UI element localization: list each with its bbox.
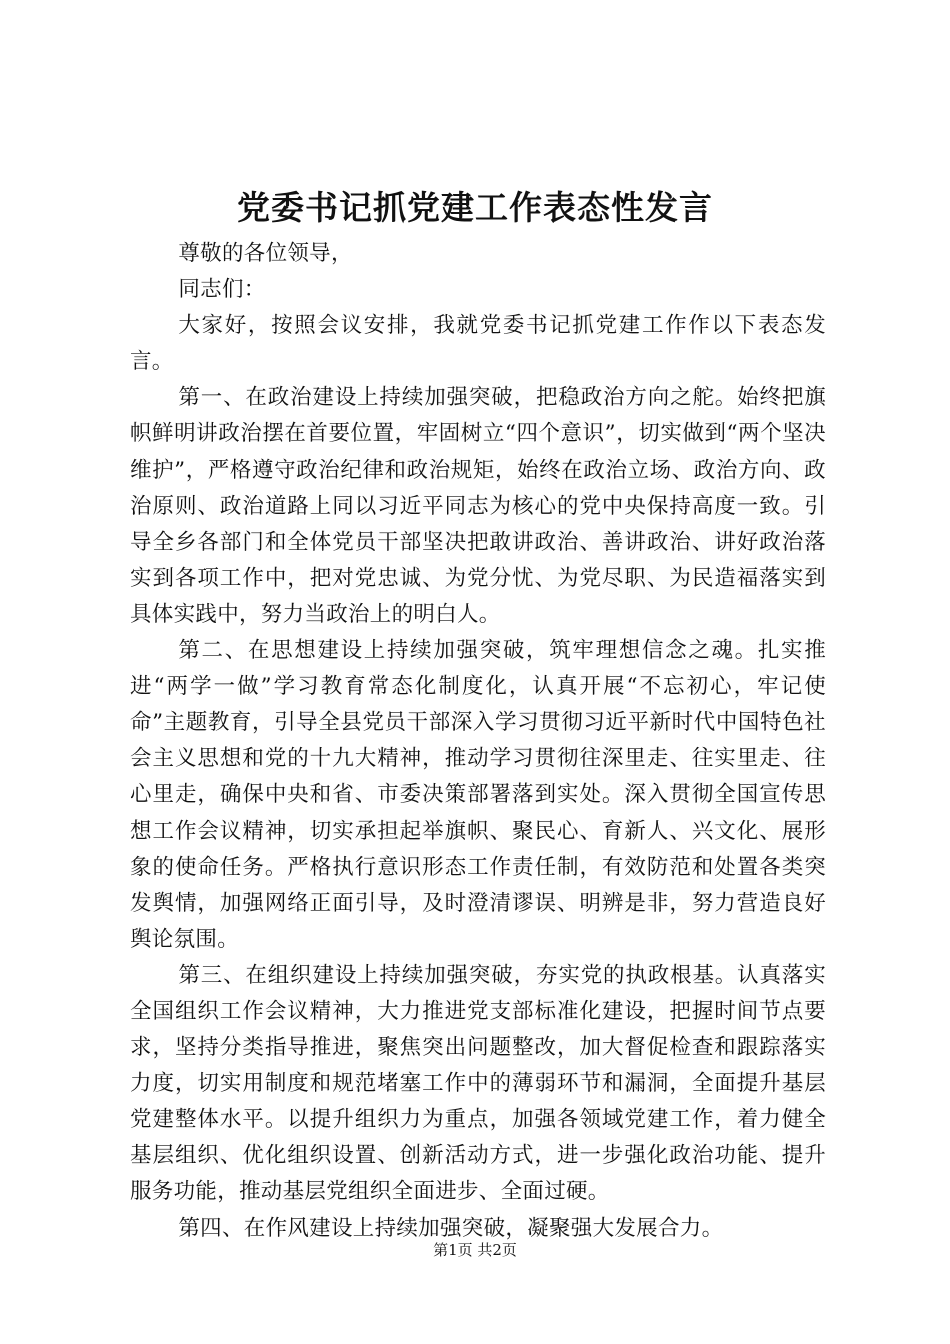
body-paragraph: 第三、在组织建设上持续加强突破，夯实党的执政根基。认真落实全国组织工作会议精神，大力推进党支部标准化建设，把握时间节点要求，坚持分类指导推进，聚焦突出问题整改，加大督促检查和跟踪落实力度，切实用制度和规范堵塞工作中的薄弱环节和漏洞，全面提升基层党建整体水平。以提升组织力为重点，加强各领域党建工作，着力健全基层组织、优化组织设置、创新活动方式，进一步强化政治功能、提升服务功能，推动基层党组织全面进步、全面过硬。 xyxy=(130,962,826,1205)
body-paragraph: 第一、在政治建设上持续加强突破，把稳政治方向之舵。始终把旗帜鲜明讲政治摆在首要位置，牢固树立“四个意识”，切实做到“两个坚决维护”，严格遵守政治纪律和政治规矩，始终在政治立场、政治方向、政治原则、政治道路上同以习近平同志为核心的党中央保持高度一致。引导全乡各部门和全体党员干部坚决把敢讲政治、善讲政治、讲好政治落实到各项工作中，把对党忠诚、为党分忧、为党尽职、为民造福落实到具体实践中，努力当政治上的明白人。 xyxy=(130,385,826,627)
salutation: 尊敬的各位领导， xyxy=(178,241,353,266)
document-body xyxy=(130,236,826,1247)
page-number-footer: 第1页 共2页 xyxy=(433,1241,517,1259)
salutation: 同志们： xyxy=(178,277,266,303)
body-paragraph: 第二、在思想建设上持续加强突破，筑牢理想信念之魂。扎实推进“两学一做”学习教育常态化制度化，认真开展“不忘初心，牢记使命”主题教育，引导全县党员干部深入学习贯彻习近平新时代中国特色社会主义思想和党的十九大精神，推动学习贯彻往深里走、往实里走、往心里走，确保中央和省、市委决策部署落到实处。深入贯彻全国宣传思想工作会议精神，切实承担起举旗帜、聚民心、育新人、兴文化、展形象的使命任务。严格执行意识形态工作责任制，有效防范和处置各类突发舆情，加强网络正面引导，及时澄清谬误、明辨是非，努力营造良好舆论氛围。 xyxy=(130,638,826,952)
document-title: 党委书记抓党建工作表态性发言 xyxy=(237,188,713,227)
body-paragraph: 第四、在作风建设上持续加强突破，凝聚强大发展合力。 xyxy=(178,1215,724,1241)
body-paragraph: 大家好，按照会议安排，我就党委书记抓党建工作作以下表态发言。 xyxy=(130,313,826,375)
